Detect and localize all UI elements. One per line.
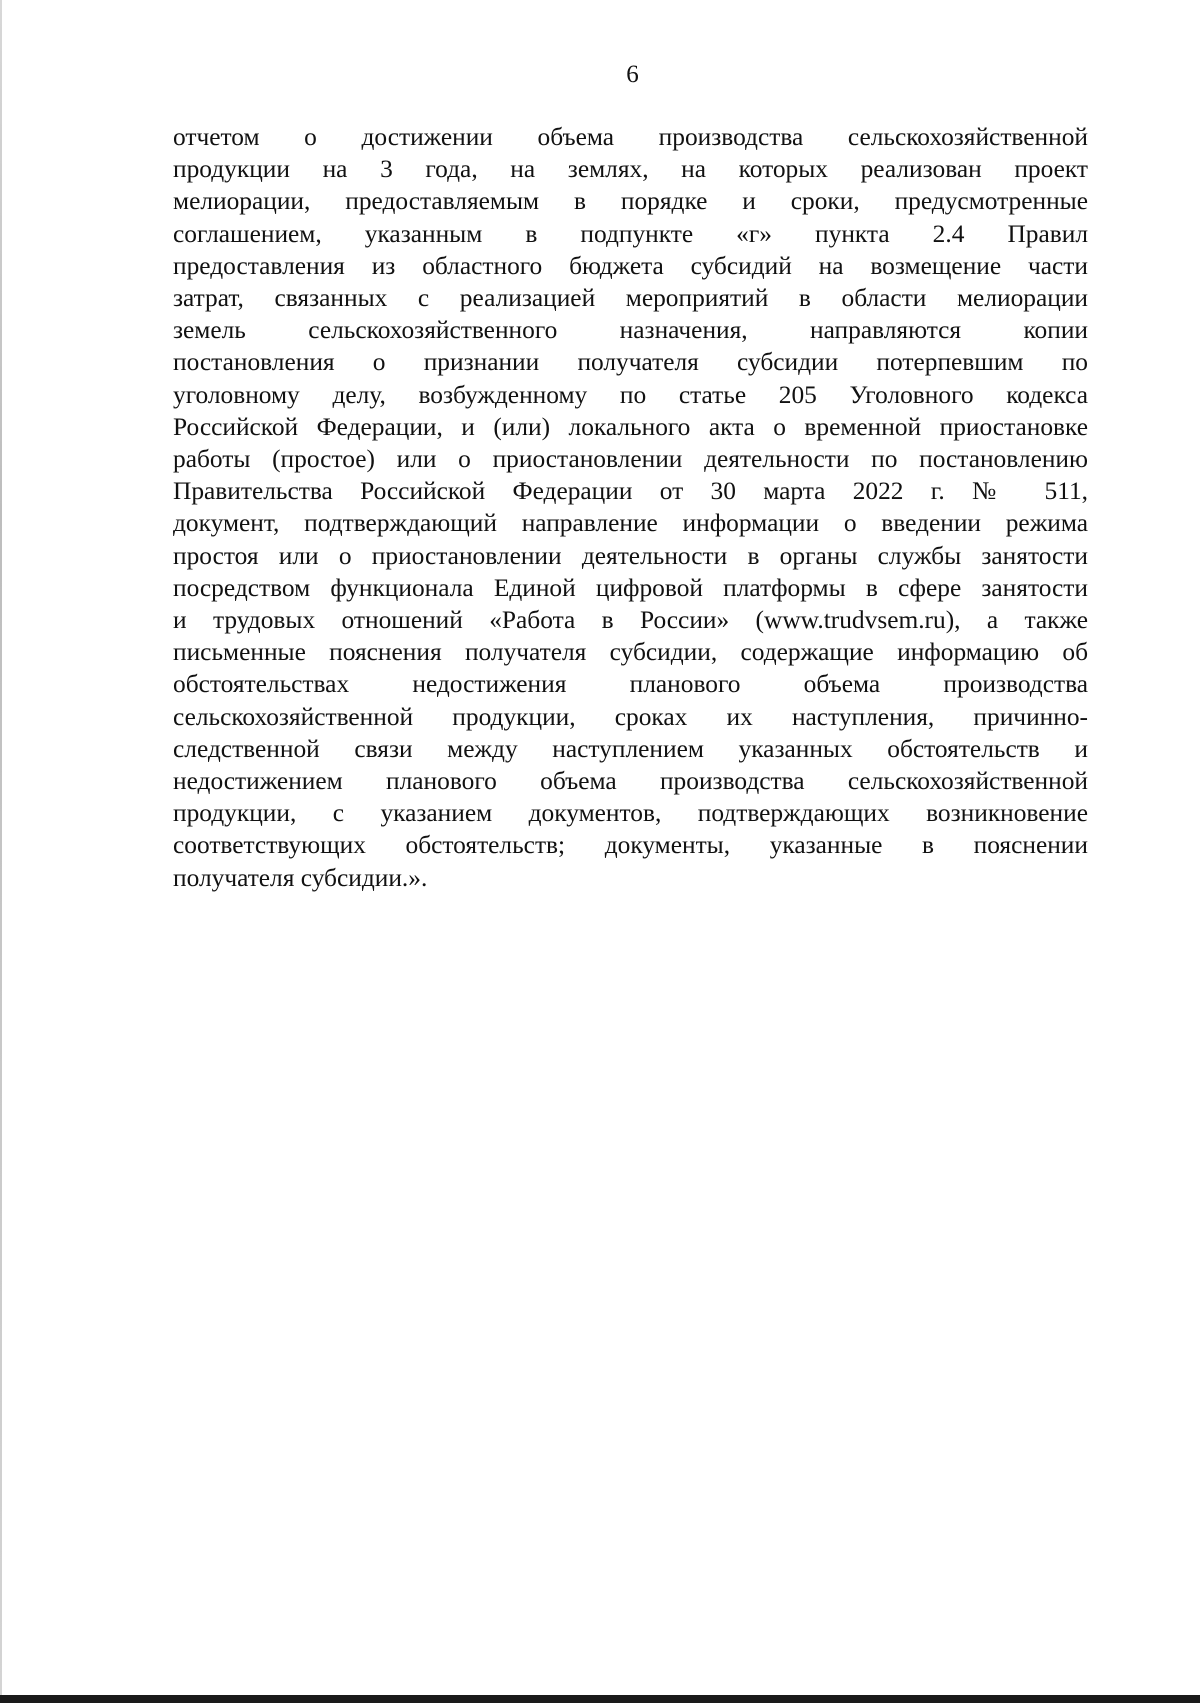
paragraph-line: мелиорации, предоставляемым в порядке и сроки, предусмотренные <box>173 187 1088 216</box>
paragraph-line: предоставления из областного бюджета субсидий на возмещение части <box>173 251 1088 280</box>
paragraph-line: и трудовых отношений «Работа в России» (www.trudvsem.ru), а также <box>173 606 1088 635</box>
paragraph-line: земель сельскохозяйственного назначения, направляются копии <box>173 316 1088 345</box>
paragraph-line: затрат, связанных с реализацией мероприятий в области мелиорации <box>173 284 1088 313</box>
paragraph-line: следственной связи между наступлением указанных обстоятельств и <box>173 734 1088 763</box>
paragraph-line: соответствующих обстоятельств; документы, указанные в пояснении <box>173 831 1088 860</box>
paragraph-line: постановления о признании получателя субсидии потерпевшим по <box>173 348 1088 377</box>
scan-left-edge <box>0 0 2 1703</box>
scan-bottom-edge <box>0 1695 1200 1703</box>
paragraph-line: посредством функционала Единой цифровой платформы в сфере занятости <box>173 573 1088 602</box>
paragraph-line: отчетом о достижении объема производства сельскохозяйственной <box>173 123 1088 151</box>
paragraph-line: простоя или о приостановлении деятельности в органы службы занятости <box>173 541 1088 570</box>
paragraph-line: документ, подтверждающий направление информации о введении режима <box>173 509 1088 538</box>
page-number: 6 <box>626 61 639 88</box>
paragraph-line: Российской Федерации, и (или) локального акта о временной приостановке <box>173 412 1088 441</box>
paragraph-line: продукции, с указанием документов, подтверждающих возникновение <box>173 799 1088 828</box>
paragraph-line: письменные пояснения получателя субсидии, содержащие информацию об <box>173 638 1088 667</box>
paragraph-line: уголовному делу, возбужденному по статье 205 Уголовного кодекса <box>173 380 1088 409</box>
body-paragraph <box>173 121 1088 894</box>
paragraph-line: сельскохозяйственной продукции, сроках их наступления, причинно- <box>173 702 1088 731</box>
paragraph-last-line: получателя субсидии.». <box>173 863 428 892</box>
paragraph-line: недостижением планового объема производства сельскохозяйственной <box>173 767 1088 796</box>
paragraph-line: обстоятельствах недостижения планового объема производства <box>173 670 1088 699</box>
paragraph-line: работы (простое) или о приостановлении деятельности по постановлению <box>173 445 1088 474</box>
paragraph-line: продукции на 3 года, на землях, на которых реализован проект <box>173 155 1088 184</box>
paragraph-line: соглашением, указанным в подпункте «г» пункта 2.4 Правил <box>173 219 1088 248</box>
paragraph-line: Правительства Российской Федерации от 30 марта 2022 г. № 511, <box>173 477 1088 506</box>
